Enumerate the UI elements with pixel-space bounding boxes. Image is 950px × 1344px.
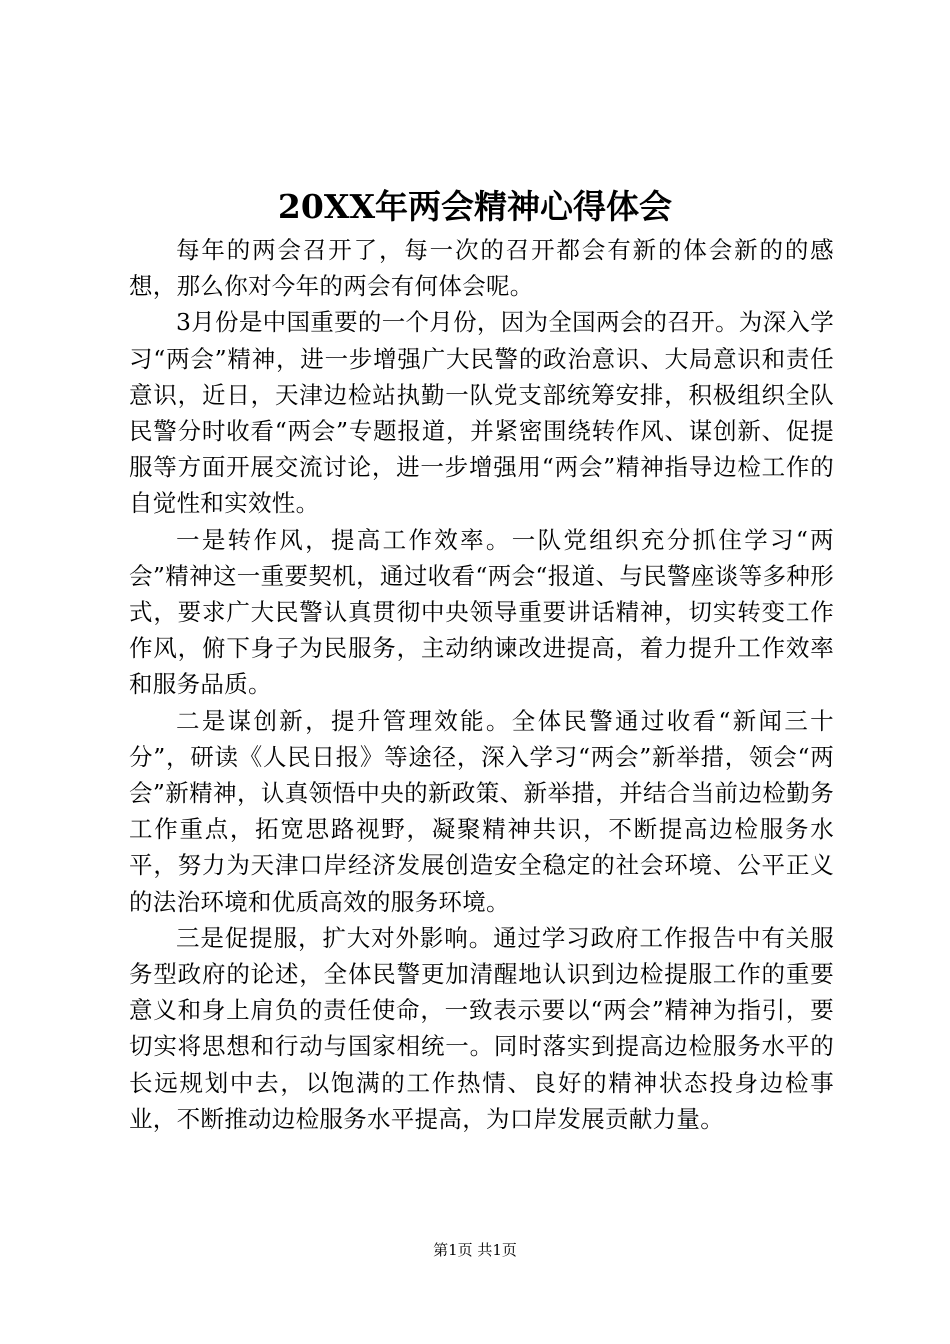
document-title: 20XX年两会精神心得体会 bbox=[277, 187, 673, 226]
paragraph-point-one: 一是转作风，提高工作效率。一队党组织充分抓住学习“两会”精神这一重要契机，通过收看“两会“报道、与民警座谈等多种形式，要求广大民警认真贯彻中央领导重要讲话精神，切实转变工作作风，俯下身子为民服务，主动纳谏改进提高，着力提升工作效率和服务品质。 bbox=[129, 525, 834, 699]
document-body bbox=[129, 232, 834, 1137]
paragraph-intro: 每年的两会召开了，每一次的召开都会有新的体会新的的感想，那么你对今年的两会有何体会呢。 bbox=[129, 236, 834, 301]
paragraph-point-two: 二是谋创新，提升管理效能。全体民警通过收看“新闻三十分”，研读《人民日报》等途径，深入学习“两会”新举措，领会“两会”新精神，认真领悟中央的新政策、新举措，并结合当前边检勤务工作重点，拓宽思路视野，凝聚精神共识，不断提高边检服务水平，努力为天津口岸经济发展创造安全稳定的社会环境、公平正义的法治环境和优质高效的服务环境。 bbox=[129, 706, 834, 916]
paragraph-background: 3月份是中国重要的一个月份，因为全国两会的召开。为深入学习“两会”精神，进一步增强广大民警的政治意识、大局意识和责任意识，近日，天津边检站执勤一队党支部统筹安排，积极组织全队民警分时收看“两会”专题报道，并紧密围绕转作风、谋创新、促提服等方面开展交流讨论，进一步增强用“两会”精神指导边检工作的自觉性和实效性。 bbox=[129, 308, 834, 518]
paragraph-point-three: 三是促提服，扩大对外影响。通过学习政府工作报告中有关服务型政府的论述，全体民警更加清醒地认识到边检提服工作的重要意义和身上肩负的责任使命，一致表示要以“两会”精神为指引，要切实将思想和行动与国家相统一。同时落实到提高边检服务水平的长远规划中去，以饱满的工作热情、良好的精神状态投身边检事业，不断推动边检服务水平提高，为口岸发展贡献力量。 bbox=[129, 923, 834, 1133]
page-number-footer: 第1页 共1页 bbox=[433, 1241, 517, 1259]
